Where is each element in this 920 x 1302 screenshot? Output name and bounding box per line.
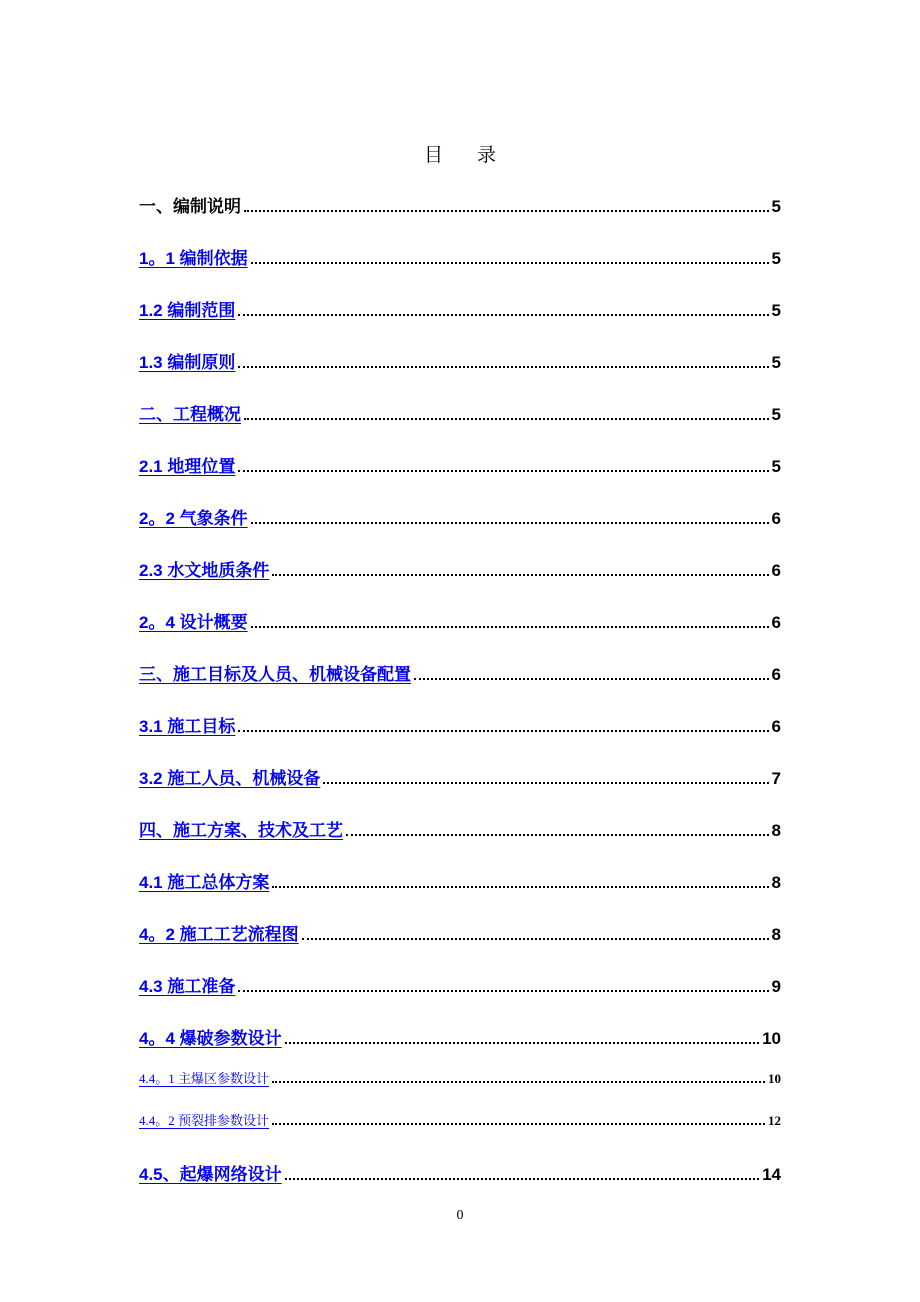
toc-entry[interactable] xyxy=(139,244,781,269)
toc-entry-page: 8 xyxy=(771,925,781,944)
toc-entry-sub[interactable] xyxy=(139,1068,781,1087)
toc-entry-page: 10 xyxy=(762,1029,781,1048)
toc-entry-label[interactable]: 4。4 爆破参数设计 xyxy=(139,1029,282,1048)
toc-entry-label[interactable]: 2.3 水文地质条件 xyxy=(139,561,270,580)
toc-entry[interactable] xyxy=(139,764,781,789)
toc-entry[interactable] xyxy=(139,296,781,321)
toc-leader-dots xyxy=(272,574,768,576)
toc-entry-label[interactable]: 4。2 施工工艺流程图 xyxy=(139,925,299,944)
toc-entry-page: 6 xyxy=(771,509,781,528)
toc-entry-sub[interactable] xyxy=(139,1110,781,1129)
toc-title-char-1: 目 xyxy=(423,144,443,166)
toc-leader-dots xyxy=(285,1042,759,1044)
toc-entry-label[interactable]: 2.1 地理位置 xyxy=(139,457,236,476)
toc-entry-label[interactable]: 3.1 施工目标 xyxy=(139,717,236,736)
toc-leader-dots xyxy=(251,262,769,264)
toc-entry-label[interactable]: 1。1 编制依据 xyxy=(139,249,248,268)
toc-leader-dots xyxy=(238,990,768,992)
toc-entry-page: 14 xyxy=(762,1165,781,1184)
toc-entry[interactable] xyxy=(139,816,781,841)
toc-entry[interactable] xyxy=(139,1160,781,1185)
toc-entry-page: 5 xyxy=(771,249,781,268)
toc-entry[interactable] xyxy=(139,348,781,373)
toc-entry-page: 7 xyxy=(771,769,781,788)
toc-entry-page: 6 xyxy=(771,665,781,684)
toc-entry-page: 8 xyxy=(771,873,781,892)
toc-leader-dots xyxy=(238,730,768,732)
toc-entry[interactable] xyxy=(139,972,781,997)
toc-entry-page: 6 xyxy=(771,717,781,736)
toc-leader-dots xyxy=(323,782,768,784)
toc-entry-label[interactable]: 二、工程概况 xyxy=(139,405,241,424)
toc-title xyxy=(0,140,920,167)
toc-entry[interactable] xyxy=(139,192,781,217)
toc-entry-page: 5 xyxy=(771,197,781,216)
toc-entry-page: 6 xyxy=(771,561,781,580)
toc-entry-label[interactable]: 1.2 编制范围 xyxy=(139,301,236,320)
toc-entry[interactable] xyxy=(139,660,781,685)
toc-entry-page: 8 xyxy=(771,821,781,840)
toc-entry-page: 6 xyxy=(771,613,781,632)
toc-entry-page: 5 xyxy=(771,353,781,372)
toc-leader-dots xyxy=(244,210,769,212)
toc-entry-page: 9 xyxy=(771,977,781,996)
toc-leader-dots xyxy=(272,886,768,888)
toc-entry-page: 5 xyxy=(771,405,781,424)
toc-leader-dots xyxy=(346,834,769,836)
toc-entry-page: 12 xyxy=(768,1113,781,1128)
toc-entry[interactable] xyxy=(139,400,781,425)
page-number: 0 xyxy=(456,1208,464,1223)
toc-leader-dots xyxy=(244,418,769,420)
toc-entry[interactable] xyxy=(139,712,781,737)
toc-entry-label[interactable]: 4.4。2 预裂排参数设计 xyxy=(139,1113,270,1128)
toc-entry[interactable] xyxy=(139,920,781,945)
toc-leader-dots xyxy=(238,314,768,316)
toc-leader-dots xyxy=(272,1081,765,1083)
toc-entry[interactable] xyxy=(139,452,781,477)
toc-entry-label[interactable]: 4.1 施工总体方案 xyxy=(139,873,270,892)
toc-entry[interactable] xyxy=(139,608,781,633)
toc-entry[interactable] xyxy=(139,556,781,581)
toc-title-char-2: 录 xyxy=(477,144,497,166)
toc-entry-label[interactable]: 一、编制说明 xyxy=(139,197,241,216)
toc-entry-page: 10 xyxy=(768,1071,781,1086)
toc-leader-dots xyxy=(272,1123,765,1125)
toc-entry[interactable] xyxy=(139,868,781,893)
toc-entry-label[interactable]: 四、施工方案、技术及工艺 xyxy=(139,821,343,840)
toc-leader-dots xyxy=(285,1178,759,1180)
toc-leader-dots xyxy=(414,678,769,680)
toc-entry-label[interactable]: 三、施工目标及人员、机械设备配置 xyxy=(139,665,411,684)
toc-entry[interactable] xyxy=(139,504,781,529)
toc-entry-label[interactable]: 4.3 施工准备 xyxy=(139,977,236,996)
toc-entry-label[interactable]: 1.3 编制原则 xyxy=(139,353,236,372)
toc-entry-page: 5 xyxy=(771,457,781,476)
toc-entry-label[interactable]: 3.2 施工人员、机械设备 xyxy=(139,769,321,788)
toc-leader-dots xyxy=(302,938,769,940)
toc-entry-page: 5 xyxy=(771,301,781,320)
toc-leader-dots xyxy=(251,522,769,524)
toc-entry-label[interactable]: 2。4 设计概要 xyxy=(139,613,248,632)
toc-leader-dots xyxy=(251,626,769,628)
toc-entry[interactable] xyxy=(139,1024,781,1049)
toc-leader-dots xyxy=(238,470,768,472)
toc-entry-label[interactable]: 4.4。1 主爆区参数设计 xyxy=(139,1071,270,1086)
toc-leader-dots xyxy=(238,366,768,368)
toc-entry-label[interactable]: 4.5、起爆网络设计 xyxy=(139,1165,282,1184)
toc-entry-label[interactable]: 2。2 气象条件 xyxy=(139,509,248,528)
